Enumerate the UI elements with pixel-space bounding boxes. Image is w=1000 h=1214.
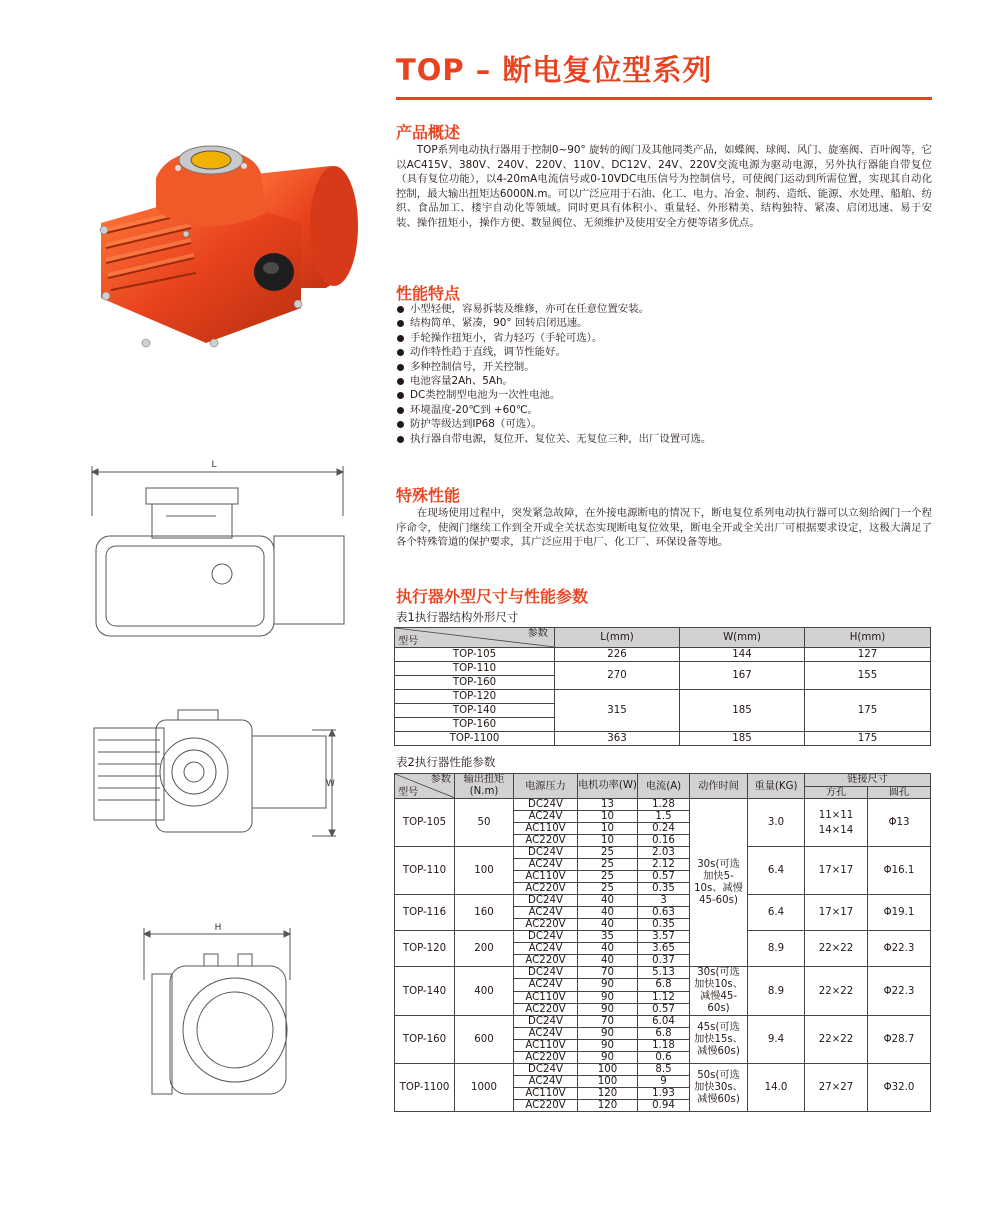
voltage-cell: AC110V	[514, 1040, 578, 1052]
voltage-cell: AC24V	[514, 943, 578, 955]
model-cell: TOP-105	[395, 648, 555, 662]
table1-diag-header	[395, 628, 555, 648]
square-hole-cell	[805, 847, 868, 895]
weight-cell: 14.0	[748, 1064, 805, 1112]
value-cell: 363	[555, 732, 680, 746]
col-header-connection: 链接尺寸	[805, 774, 931, 787]
current-cell: 6.8	[638, 1028, 690, 1040]
power-cell: 40	[578, 919, 638, 931]
voltage-cell: AC110V	[514, 871, 578, 883]
voltage-cell: AC24V	[514, 907, 578, 919]
action-time-cell: 50s(可选加快30s、减慢60s)	[690, 1064, 748, 1112]
feature-item: DC类控制型电池为一次性电池。	[396, 388, 932, 402]
value-cell: 144	[680, 648, 805, 662]
feature-item: 手轮操作扭矩小，省力轻巧（手轮可选）。	[396, 331, 932, 345]
model-cell: TOP-140	[395, 967, 455, 1016]
current-cell: 3.65	[638, 943, 690, 955]
square-hole-value: 22×22	[818, 943, 854, 954]
power-cell: 25	[578, 847, 638, 859]
features-list	[396, 302, 932, 446]
voltage-cell: AC220V	[514, 919, 578, 931]
special-heading: 特殊性能	[396, 486, 461, 505]
model-cell: TOP-110	[395, 847, 455, 895]
col-header-time: 动作时间	[690, 774, 748, 799]
power-cell: 10	[578, 811, 638, 823]
voltage-cell: AC220V	[514, 835, 578, 847]
model-cell: TOP-160	[395, 676, 555, 690]
square-hole-value: 27×27	[818, 1082, 854, 1093]
power-cell: 90	[578, 991, 638, 1003]
torque-cell: 160	[455, 895, 514, 931]
col-header: H(mm)	[805, 628, 931, 648]
torque-cell: 400	[455, 967, 514, 1016]
current-cell: 1.18	[638, 1040, 690, 1052]
title-underline	[396, 97, 932, 100]
power-cell: 90	[578, 1003, 638, 1015]
table2-diag-header	[395, 774, 455, 799]
torque-cell: 100	[455, 847, 514, 895]
round-hole-cell: Φ19.1	[868, 895, 931, 931]
col-header-torque: 输出扭矩(N.m)	[455, 774, 514, 799]
current-cell: 6.04	[638, 1016, 690, 1028]
model-cell: TOP-140	[395, 704, 555, 718]
square-hole-cell	[805, 1016, 868, 1064]
col-header-current: 电流(A)	[638, 774, 690, 799]
voltage-cell: DC24V	[514, 1064, 578, 1076]
power-cell: 40	[578, 895, 638, 907]
dim-label-H: H	[214, 923, 222, 933]
torque-cell: 50	[455, 799, 514, 847]
current-cell: 0.35	[638, 919, 690, 931]
power-cell: 35	[578, 931, 638, 943]
voltage-cell: DC24V	[514, 895, 578, 907]
current-cell: 9	[638, 1076, 690, 1088]
voltage-cell: AC24V	[514, 859, 578, 871]
weight-cell: 9.4	[748, 1016, 805, 1064]
feature-item: 电池容量2Ah、5Ah。	[396, 374, 932, 388]
action-time-cell: 45s(可选加快15s、减慢60s)	[690, 1016, 748, 1064]
current-cell: 2.12	[638, 859, 690, 871]
power-cell: 10	[578, 835, 638, 847]
voltage-cell: AC24V	[514, 1028, 578, 1040]
weight-cell: 6.4	[748, 847, 805, 895]
value-cell: 127	[805, 648, 931, 662]
feature-item: 执行器自带电源，复位开、复位关、无复位三种，出厂设置可选。	[396, 432, 932, 446]
round-hole-cell: Φ16.1	[868, 847, 931, 895]
voltage-cell: AC110V	[514, 1088, 578, 1100]
product-photo	[86, 138, 368, 356]
power-cell: 100	[578, 1064, 638, 1076]
power-cell: 90	[578, 979, 638, 991]
side-view-drawing	[86, 456, 356, 646]
value-cell: 315	[555, 690, 680, 732]
current-cell: 0.24	[638, 823, 690, 835]
current-cell: 5.13	[638, 967, 690, 979]
table-row	[395, 967, 931, 979]
power-cell: 120	[578, 1100, 638, 1112]
power-cell: 25	[578, 871, 638, 883]
table-row	[395, 1064, 931, 1076]
voltage-cell: AC220V	[514, 1003, 578, 1015]
square-hole-value: 22×22	[818, 985, 854, 997]
col-header-power: 电机功率(W)	[578, 774, 638, 799]
square-hole-cell	[805, 1064, 868, 1112]
value-cell: 175	[805, 732, 931, 746]
model-cell: TOP-120	[395, 931, 455, 967]
table-row	[395, 799, 931, 811]
model-cell: TOP-1100	[395, 1064, 455, 1112]
model-cell: TOP-160	[395, 718, 555, 732]
square-hole-value: 14×14	[818, 824, 854, 836]
square-hole-cell	[805, 895, 868, 931]
power-cell: 40	[578, 943, 638, 955]
round-hole-cell: Φ13	[868, 799, 931, 847]
torque-cell: 600	[455, 1016, 514, 1064]
performance-table	[394, 773, 931, 1112]
model-cell: TOP-160	[395, 1016, 455, 1064]
power-cell: 90	[578, 1028, 638, 1040]
current-cell: 3.57	[638, 931, 690, 943]
voltage-cell: AC220V	[514, 955, 578, 967]
power-cell: 100	[578, 1076, 638, 1088]
col-header-square: 方孔	[805, 786, 868, 799]
col-header: W(mm)	[680, 628, 805, 648]
current-cell: 1.12	[638, 991, 690, 1003]
overview-heading: 产品概述	[396, 123, 461, 142]
power-cell: 25	[578, 859, 638, 871]
feature-item: 多种控制信号，开关控制。	[396, 360, 932, 374]
power-cell: 90	[578, 1040, 638, 1052]
feature-item: 动作特性趋于直线，调节性能好。	[396, 345, 932, 359]
special-text: 在现场使用过程中，突发紧急故障，在外接电源断电的情况下，断电复位系列电动执行器可以立刻给阀门一个程序命令，使阀门继续工作到全开或全关状态实现断电复位效果，断电全开或全关出厂可根据要求设定，这极大满足了各个特殊管道的保护要求，其广泛应用于电厂、化工厂、环保设备等地。	[396, 507, 932, 549]
model-cell: TOP-110	[395, 662, 555, 676]
dim-label-L: L	[211, 460, 217, 470]
model-cell: TOP-116	[395, 895, 455, 931]
value-cell: 167	[680, 662, 805, 690]
current-cell: 0.37	[638, 955, 690, 967]
square-hole-value: 17×17	[818, 907, 854, 918]
col-header-voltage: 电源压力	[514, 774, 578, 799]
voltage-cell: AC220V	[514, 883, 578, 895]
power-cell: 13	[578, 799, 638, 811]
current-cell: 6.8	[638, 979, 690, 991]
voltage-cell: DC24V	[514, 931, 578, 943]
diag-param-label: 参数	[527, 628, 548, 639]
voltage-cell: AC110V	[514, 823, 578, 835]
value-cell: 226	[555, 648, 680, 662]
torque-cell: 200	[455, 931, 514, 967]
action-time-cell: 30s(可选加快10s、减慢45-60s)	[690, 967, 748, 1016]
current-cell: 0.35	[638, 883, 690, 895]
value-cell: 270	[555, 662, 680, 690]
value-cell: 175	[805, 690, 931, 732]
feature-item: 小型轻便，容易拆装及维修，亦可在任意位置安装。	[396, 302, 932, 316]
square-hole-cell	[805, 967, 868, 1016]
diag-model-label: 型号	[398, 787, 419, 798]
voltage-cell: DC24V	[514, 799, 578, 811]
voltage-cell: DC24V	[514, 1016, 578, 1028]
current-cell: 0.6	[638, 1052, 690, 1064]
square-hole-value: 17×17	[818, 865, 854, 876]
params-heading: 执行器外型尺寸与性能参数	[396, 587, 589, 606]
power-cell: 10	[578, 823, 638, 835]
model-cell: TOP-120	[395, 690, 555, 704]
current-cell: 1.5	[638, 811, 690, 823]
front-view-drawing	[140, 920, 300, 1100]
table1-caption: 表1执行器结构外形尺寸	[396, 610, 519, 624]
square-hole-value: 22×22	[818, 1034, 854, 1045]
power-cell: 40	[578, 907, 638, 919]
page-title: TOP – 断电复位型系列	[396, 53, 713, 87]
voltage-cell: AC220V	[514, 1052, 578, 1064]
weight-cell: 8.9	[748, 967, 805, 1016]
current-cell: 0.94	[638, 1100, 690, 1112]
value-cell: 155	[805, 662, 931, 690]
table-row	[395, 1016, 931, 1028]
table-row	[395, 847, 931, 859]
square-hole-cell	[805, 931, 868, 967]
power-cell: 70	[578, 1016, 638, 1028]
square-hole-value: 11×11	[818, 809, 854, 821]
dim-label-W: W	[326, 779, 335, 789]
voltage-cell: DC24V	[514, 847, 578, 859]
square-hole-cell	[805, 799, 868, 847]
power-cell: 40	[578, 955, 638, 967]
current-cell: 0.57	[638, 1003, 690, 1015]
action-time-cell: 30s(可选加快5-10s、减慢45-60s)	[690, 799, 748, 967]
power-cell: 90	[578, 1052, 638, 1064]
current-cell: 2.03	[638, 847, 690, 859]
col-header-round: 圆孔	[868, 786, 931, 799]
model-cell: TOP-105	[395, 799, 455, 847]
round-hole-cell: Φ22.3	[868, 967, 931, 1016]
voltage-cell: AC24V	[514, 979, 578, 991]
overview-text: TOP系列电动执行器用于控制0~90° 旋转的阀门及其他同类产品，如蝶阀、球阀、风门、旋塞阀、百叶阀等，它以AC415V、380V、240V、220V、110V、DC12V、24V、220V交流电源为驱动电源，另外执行器能自带复位（具有复位功能），以4-20mA电流信号或0-10VDC电压信号为控制信号，可使阀门运动到所需位置，实现其自动化控制，最大输出扭矩达6000N.m。可以广泛应用于石油、化工、电力、冶金、制药、造纸、能源、水处理、船舶、纺织、食品加工、楼宇自动化等领域。同时更具有体积小、重量轻、外形精美、结构独特、紧凑、启闭迅速、易于安装、操作扭矩小，操作方便、数显阀位、无须维护及使用安全方便等诸多优点。	[396, 144, 932, 229]
table-row	[395, 895, 931, 907]
voltage-cell: AC110V	[514, 991, 578, 1003]
model-cell: TOP-1100	[395, 732, 555, 746]
features-heading: 性能特点	[396, 284, 461, 303]
col-header-weight: 重量(KG)	[748, 774, 805, 799]
col-header: L(mm)	[555, 628, 680, 648]
round-hole-cell: Φ28.7	[868, 1016, 931, 1064]
feature-item: 防护等级达到IP68（可选）。	[396, 417, 932, 431]
power-cell: 25	[578, 883, 638, 895]
round-hole-cell: Φ32.0	[868, 1064, 931, 1112]
current-cell: 1.28	[638, 799, 690, 811]
diag-model-label: 型号	[398, 636, 419, 647]
voltage-cell: AC220V	[514, 1100, 578, 1112]
torque-cell: 1000	[455, 1064, 514, 1112]
dimension-table	[394, 627, 931, 746]
voltage-cell: AC24V	[514, 811, 578, 823]
feature-item: 结构简单、紧凑，90° 回转启闭迅速。	[396, 316, 932, 330]
current-cell: 0.63	[638, 907, 690, 919]
current-cell: 8.5	[638, 1064, 690, 1076]
current-cell: 0.57	[638, 871, 690, 883]
current-cell: 1.93	[638, 1088, 690, 1100]
power-cell: 70	[578, 967, 638, 979]
value-cell: 185	[680, 732, 805, 746]
power-cell: 120	[578, 1088, 638, 1100]
value-cell: 185	[680, 690, 805, 732]
current-cell: 3	[638, 895, 690, 907]
voltage-cell: AC24V	[514, 1076, 578, 1088]
weight-cell: 6.4	[748, 895, 805, 931]
top-view-drawing	[86, 706, 356, 842]
feature-item: 环境温度-20℃到 +60℃。	[396, 403, 932, 417]
diag-param-label: 参数	[430, 774, 451, 785]
weight-cell: 3.0	[748, 799, 805, 847]
voltage-cell: DC24V	[514, 967, 578, 979]
current-cell: 0.16	[638, 835, 690, 847]
table2-caption: 表2执行器性能参数	[396, 755, 496, 769]
round-hole-cell: Φ22.3	[868, 931, 931, 967]
table-row	[395, 931, 931, 943]
weight-cell: 8.9	[748, 931, 805, 967]
